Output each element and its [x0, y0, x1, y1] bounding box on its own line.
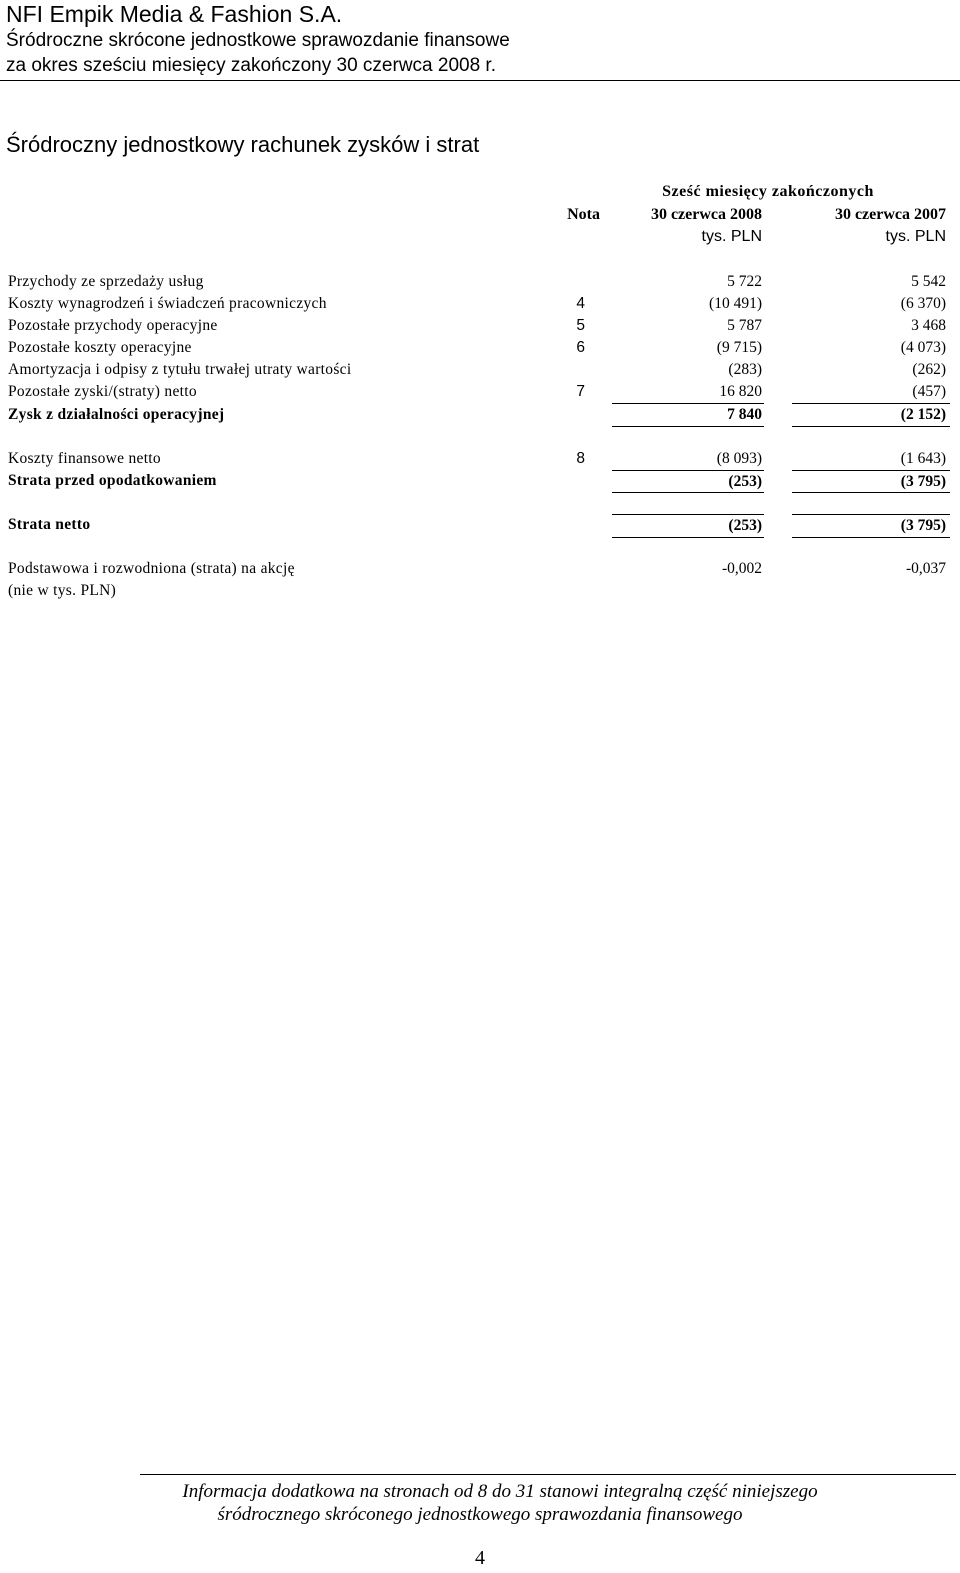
row-value-2008: 5 722 [727, 273, 762, 290]
table-row [0, 293, 960, 315]
row-label: Pozostałe zyski/(straty) netto [8, 383, 197, 400]
row-value-2007: (2 152) [900, 406, 946, 423]
table-row [0, 381, 960, 403]
row-value-2008: (8 093) [716, 450, 762, 467]
column-2008-header: 30 czerwca 2008 [650, 206, 762, 223]
footer-divider [140, 1474, 956, 1475]
row-label: Koszty finansowe netto [8, 450, 161, 467]
row-value-2008: (253) [728, 517, 762, 534]
row-value-2007: (457) [912, 383, 946, 400]
subtotal-rule [792, 492, 950, 493]
row-nota: 4 [576, 295, 585, 312]
row-value-2007: (3 795) [900, 517, 946, 534]
row-value-2007: (6 370) [900, 295, 946, 312]
period-header: Sześć miesięcy zakończonych [662, 183, 874, 200]
row-value-2007: -0,037 [905, 560, 946, 577]
header-divider [0, 80, 960, 81]
row-label: Podstawowa i rozwodniona (strata) na akcję [8, 560, 295, 577]
row-value-2008: 7 840 [727, 406, 762, 423]
row-value-2008: (9 715) [716, 339, 762, 356]
row-nota: 6 [576, 339, 585, 356]
subtotal-rule [792, 426, 950, 427]
eps-label-continuation: (nie w tys. PLN) [8, 582, 117, 599]
row-value-2007: (262) [912, 361, 946, 378]
footer-note-line2: śródrocznego skróconego jednostkowego sprawozdania finansowego [217, 1504, 743, 1525]
row-label: Pozostałe przychody operacyjne [8, 317, 218, 334]
table-row [0, 271, 960, 293]
document-header [6, 0, 956, 78]
row-label: Koszty wynagrodzeń i świadczeń pracowniczych [8, 295, 327, 312]
row-nota: 5 [576, 317, 585, 334]
table-row [0, 337, 960, 359]
row-value-2007: 5 542 [911, 273, 946, 290]
column-2008-unit: tys. PLN [701, 228, 762, 245]
row-value-2007: (1 643) [900, 450, 946, 467]
nota-header: Nota [567, 206, 600, 223]
report-period-line: za okres sześciu miesięcy zakończony 30 czerwca 2008 r. [6, 55, 496, 76]
table-row [0, 448, 960, 470]
table-row-subtotal [0, 470, 960, 492]
company-name: NFI Empik Media & Fashion S.A. [6, 1, 343, 27]
row-value-2007: 3 468 [911, 317, 946, 334]
row-label: Amortyzacja i odpisy z tytułu trwałej utraty wartości [8, 361, 352, 378]
total-rule [612, 537, 764, 538]
footer-note-line1: Informacja dodatkowa na stronach od 8 do 31 stanowi integralną część niniejszego [182, 1481, 818, 1502]
table-row-eps [0, 558, 960, 580]
subtotal-rule [612, 426, 764, 427]
table-row [0, 359, 960, 381]
row-label: Zysk z działalności operacyjnej [8, 406, 225, 423]
row-label: Pozostałe koszty operacyjne [8, 339, 192, 356]
table-row [0, 315, 960, 337]
statement-title: Śródroczny jednostkowy rachunek zysków i strat [6, 132, 480, 157]
row-value-2008: (253) [728, 473, 762, 490]
column-2007-header: 30 czerwca 2007 [834, 206, 946, 223]
row-value-2007: (4 073) [900, 339, 946, 356]
page-number: 4 [475, 1547, 485, 1569]
table-row-total [0, 514, 960, 536]
row-value-2008: -0,002 [721, 560, 762, 577]
row-label: Strata przed opodatkowaniem [8, 472, 217, 489]
row-nota: 8 [576, 450, 585, 467]
subtotal-rule [612, 492, 764, 493]
row-value-2007: (3 795) [900, 473, 946, 490]
report-title-line: Śródroczne skrócone jednostkowe sprawozdanie finansowe [6, 30, 510, 51]
row-value-2008: 5 787 [727, 317, 762, 334]
table-row-subtotal [0, 404, 960, 426]
row-label: Przychody ze sprzedaży usług [8, 273, 204, 290]
row-nota: 7 [576, 383, 585, 400]
row-value-2008: 16 820 [719, 383, 762, 400]
row-label: Strata netto [8, 516, 91, 533]
row-value-2008: (10 491) [709, 295, 762, 312]
row-value-2008: (283) [728, 361, 762, 378]
total-rule [792, 537, 950, 538]
column-2007-unit: tys. PLN [885, 228, 946, 245]
